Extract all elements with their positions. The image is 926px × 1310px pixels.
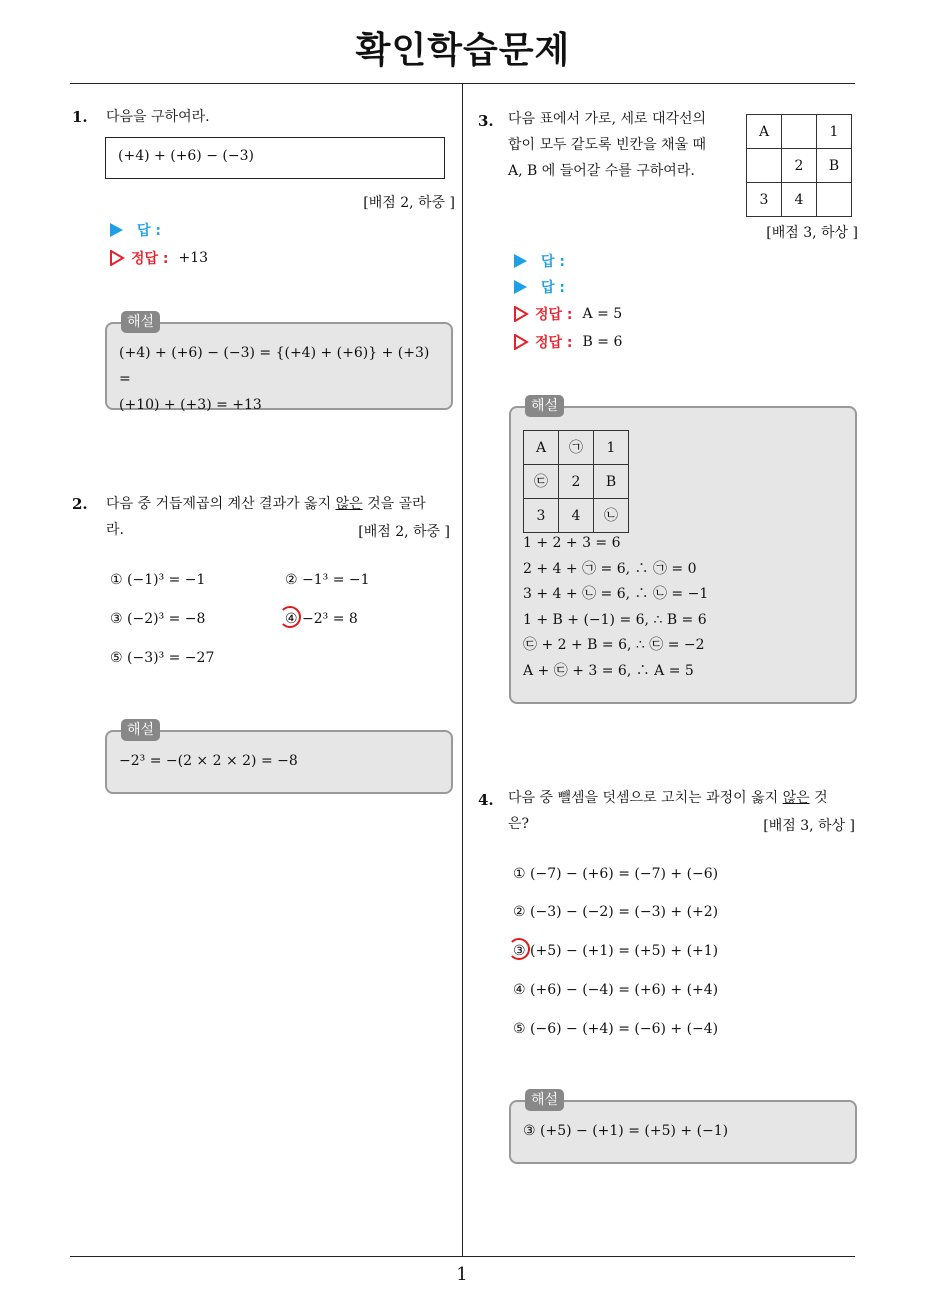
cell: 4 (559, 499, 594, 533)
page-number: 1 (456, 1264, 468, 1285)
q3-text-line1: 다음 표에서 가로, 세로 대각선의 (508, 111, 707, 127)
q3-correct-a: A = 5 (582, 306, 623, 322)
q3-text-line3: A, B 에 들어갈 수를 구하여라. (508, 163, 695, 179)
q1-correct-row (109, 248, 208, 268)
q1-number: 1. (72, 108, 88, 126)
cell: A (747, 115, 782, 149)
q1-text: 다음을 구하여라. (106, 109, 210, 125)
q2-text-c: 라. (106, 522, 124, 538)
answer-label: 답 : (541, 254, 565, 270)
q3-text-line2: 합이 모두 같도록 빈칸을 채울 때 (508, 137, 707, 153)
filled-triangle-icon (110, 223, 123, 237)
q3-solution-box (509, 398, 857, 704)
outline-triangle-icon (513, 334, 529, 350)
q4-text-b: 것 (809, 790, 828, 806)
correct-label: 정답 : (535, 307, 573, 323)
q2-choice-4[interactable]: ④ −2³ = 8 (285, 611, 358, 627)
q4-solution-line: ③ (+5) − (+1) = (+5) + (−1) (523, 1123, 729, 1139)
cell: B (594, 465, 629, 499)
cell (817, 183, 852, 217)
q1-solution-line1: (+4) + (+6) − (−3) = {(+4) + (+6)} + (+3) = (119, 345, 430, 387)
q4-choice-2[interactable]: ② (−3) − (−2) = (−3) + (+2) (513, 904, 719, 920)
q2-meta: [배점 2, 하중 ] (358, 524, 450, 540)
q2-text-underlined: 않은 (335, 496, 363, 512)
solution-tag: 해설 (121, 719, 160, 741)
filled-triangle-icon (514, 254, 527, 268)
q3-answer-row-b (514, 277, 565, 297)
q2-choice-3[interactable]: ③ (−2)³ = −8 (110, 611, 206, 627)
q4-choice-5[interactable]: ⑤ (−6) − (+4) = (−6) + (−4) (513, 1021, 719, 1037)
column-divider (462, 83, 463, 1256)
correct-label: 정답 : (535, 335, 573, 351)
cell: B (817, 149, 852, 183)
cell: 4 (782, 183, 817, 217)
q3-correct-b: B = 6 (582, 334, 623, 350)
q2-number: 2. (72, 495, 88, 513)
q1-solution-line2: (+10) + (+3) = +13 (119, 397, 262, 413)
solution-tag: 해설 (525, 395, 564, 417)
page-title: 확인학습문제 (355, 30, 571, 71)
answer-mark-icon (279, 606, 301, 628)
outline-triangle-icon (109, 250, 125, 266)
q4-text-underlined: 않은 (782, 790, 810, 806)
cell (747, 149, 782, 183)
q3-solution-line: A + ㉢ + 3 = 6, ∴ A = 5 (523, 662, 694, 679)
q3-solution-line: ㉢ + 2 + B = 6, ∴ ㉢ = −2 (523, 637, 705, 653)
q2-choice-2[interactable]: ② −1³ = −1 (285, 572, 370, 588)
cell: ㉠ (559, 431, 594, 465)
q3-solution-table (523, 430, 629, 533)
cell: ㉢ (524, 465, 559, 499)
q4-solution-box (509, 1092, 857, 1164)
solution-tag: 해설 (121, 311, 160, 333)
correct-label: 정답 : (131, 251, 169, 267)
q3-solution-line: 1 + B + (−1) = 6, ∴ B = 6 (523, 611, 707, 628)
filled-triangle-icon (514, 280, 527, 294)
q1-expression: (+4) + (+6) − (−3) (118, 148, 254, 164)
q2-choice-1[interactable]: ① (−1)³ = −1 (110, 572, 206, 588)
q3-puzzle-table (746, 114, 852, 217)
q1-correct-value: +13 (178, 250, 209, 266)
q2-solution-line: −2³ = −(2 × 2 × 2) = −8 (119, 753, 298, 769)
cell: 3 (747, 183, 782, 217)
bottom-rule (70, 1256, 855, 1257)
q4-choice-1[interactable]: ① (−7) − (+6) = (−7) + (−6) (513, 866, 719, 882)
cell: A (524, 431, 559, 465)
q4-choice-3[interactable]: ③ (+5) − (+1) = (+5) + (+1) (513, 943, 719, 959)
q4-meta: [배점 3, 하상 ] (763, 818, 855, 834)
q3-solution-line: 2 + 4 + ㉠ = 6, ∴ ㉠ = 0 (523, 560, 697, 577)
q3-solution-line: 1 + 2 + 3 = 6 (523, 535, 621, 551)
q4-text (508, 785, 863, 811)
cell: 3 (524, 499, 559, 533)
q3-answer-row-a (514, 251, 565, 271)
answer-label: 답 : (137, 223, 161, 239)
q1-answer-row (110, 220, 161, 240)
q4-text-c: 은? (508, 816, 530, 832)
cell: ㉡ (594, 499, 629, 533)
q2-text (106, 491, 461, 517)
cell: 2 (782, 149, 817, 183)
q3-number: 3. (478, 112, 494, 130)
cell (782, 115, 817, 149)
cell: 2 (559, 465, 594, 499)
q1-expression-box (105, 137, 445, 179)
outline-triangle-icon (513, 306, 529, 322)
q4-choice-4[interactable]: ④ (+6) − (−4) = (+6) + (+4) (513, 982, 719, 998)
q3-correct-row-a (513, 304, 622, 324)
q2-choice-5[interactable]: ⑤ (−3)³ = −27 (110, 650, 215, 666)
q1-meta: [배점 2, 하중 ] (363, 195, 455, 211)
cell: 1 (594, 431, 629, 465)
q2-solution-box (105, 722, 453, 794)
q4-text-a: 다음 중 뺄셈을 덧셈으로 고치는 과정이 옳지 (508, 790, 783, 806)
cell: 1 (817, 115, 852, 149)
q2-text-b: 것을 골라 (362, 496, 426, 512)
q3-correct-row-b (513, 332, 622, 352)
answer-label: 답 : (541, 280, 565, 296)
q3-solution-line: 3 + 4 + ㉡ = 6, ∴ ㉡ = −1 (523, 586, 709, 602)
q1-solution-box (105, 314, 453, 413)
solution-tag: 해설 (525, 1089, 564, 1111)
q3-meta: [배점 3, 하상 ] (766, 225, 858, 241)
q4-number: 4. (478, 791, 494, 809)
q2-text-a: 다음 중 거듭제곱의 계산 결과가 옳지 (106, 496, 336, 512)
